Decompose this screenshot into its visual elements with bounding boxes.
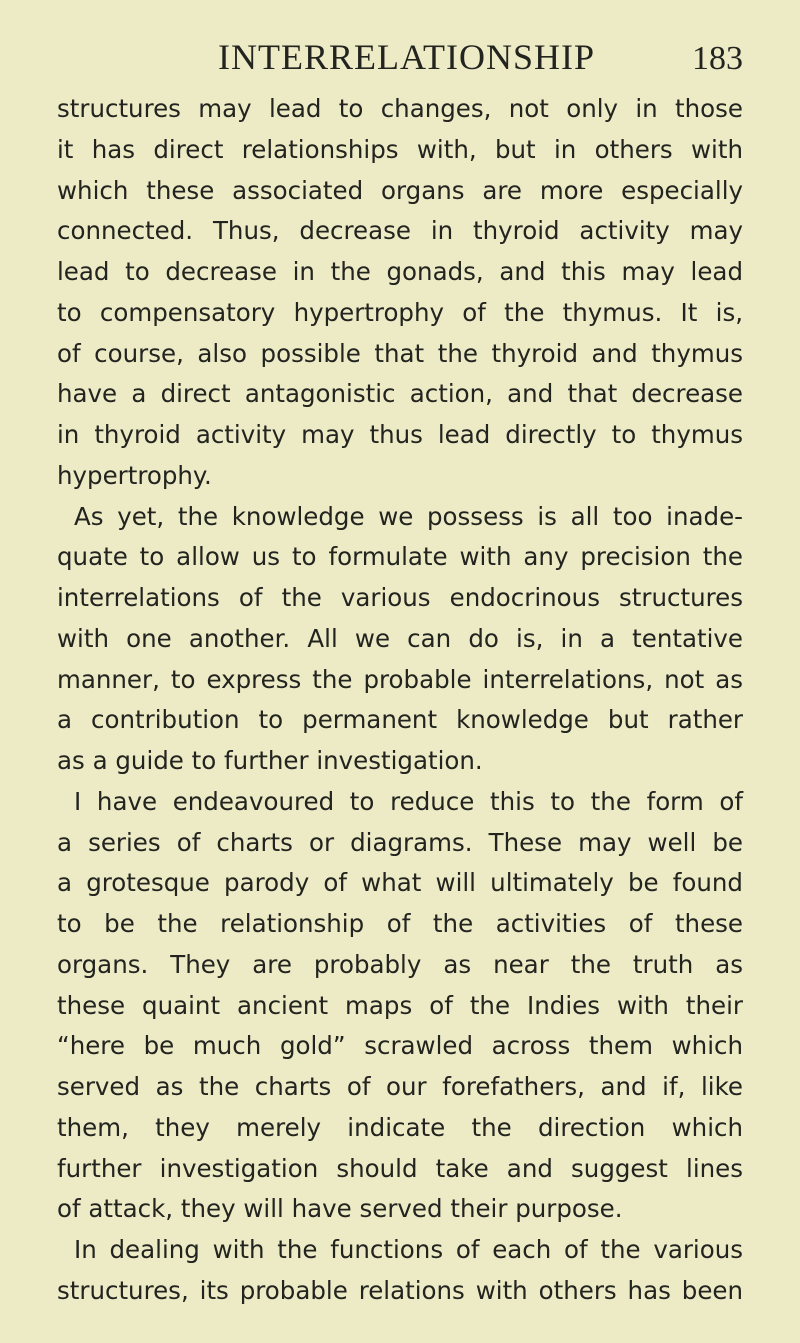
- text-line: have a direct antagonistic action, and that decrease: [57, 379, 743, 409]
- text-line: of attack, they will have served their purpose.: [57, 1194, 623, 1224]
- running-head: [0, 34, 800, 80]
- text-line: which these associated organs are more especially: [57, 175, 743, 205]
- text-line: connected. Thus, decrease in thyroid activity may: [57, 216, 743, 246]
- text-line: structures, its probable relations with others has been: [57, 1275, 743, 1305]
- running-title: INTERRELATIONSHIP: [218, 37, 595, 77]
- text-line: as a guide to further investigation.: [57, 746, 483, 775]
- text-line: lead to decrease in the gonads, and this may lead: [57, 257, 743, 286]
- text-line: I have endeavoured to reduce this to the form of: [74, 786, 743, 816]
- text-line: As yet, the knowledge we possess is all too inade-: [74, 501, 743, 531]
- text-line: these quaint ancient maps of the Indies with their: [57, 990, 743, 1020]
- text-line: a grotesque parody of what will ultimately be found: [57, 868, 743, 898]
- text-line: them, they merely indicate the direction which: [57, 1112, 743, 1142]
- body-text: [57, 89, 743, 1312]
- page-number: 183: [692, 40, 743, 77]
- text-line: it has direct relationships with, but in others with: [57, 134, 743, 164]
- text-line: to be the relationship of the activities of these: [57, 909, 743, 938]
- text-line: in thyroid activity may thus lead directly to thymus: [57, 420, 743, 449]
- text-line: interrelations of the various endocrinous structures: [57, 583, 743, 612]
- text-line: quate to allow us to formulate with any precision the: [57, 542, 743, 572]
- text-line: of course, also possible that the thyroid and thymus: [57, 338, 743, 368]
- text-line: organs. They are probably as near the truth as: [57, 949, 743, 979]
- text-line: “here be much gold” scrawled across them which: [57, 1031, 743, 1061]
- text-line: to compensatory hypertrophy of the thymus. It is,: [57, 297, 743, 327]
- text-line: structures may lead to changes, not only in those: [57, 94, 743, 123]
- text-line: a contribution to permanent knowledge but rather: [57, 705, 743, 735]
- text-line: hypertrophy.: [57, 460, 212, 490]
- text-line: further investigation should take and suggest lines: [57, 1153, 743, 1183]
- text-line: In dealing with the functions of each of the various: [74, 1235, 743, 1264]
- text-line: served as the charts of our forefathers, and if, like: [57, 1072, 743, 1101]
- text-line: with one another. All we can do is, in a tentative: [57, 623, 743, 653]
- text-line: a series of charts or diagrams. These may well be: [57, 827, 743, 857]
- text-line: manner, to express the probable interrelations, not as: [57, 664, 743, 694]
